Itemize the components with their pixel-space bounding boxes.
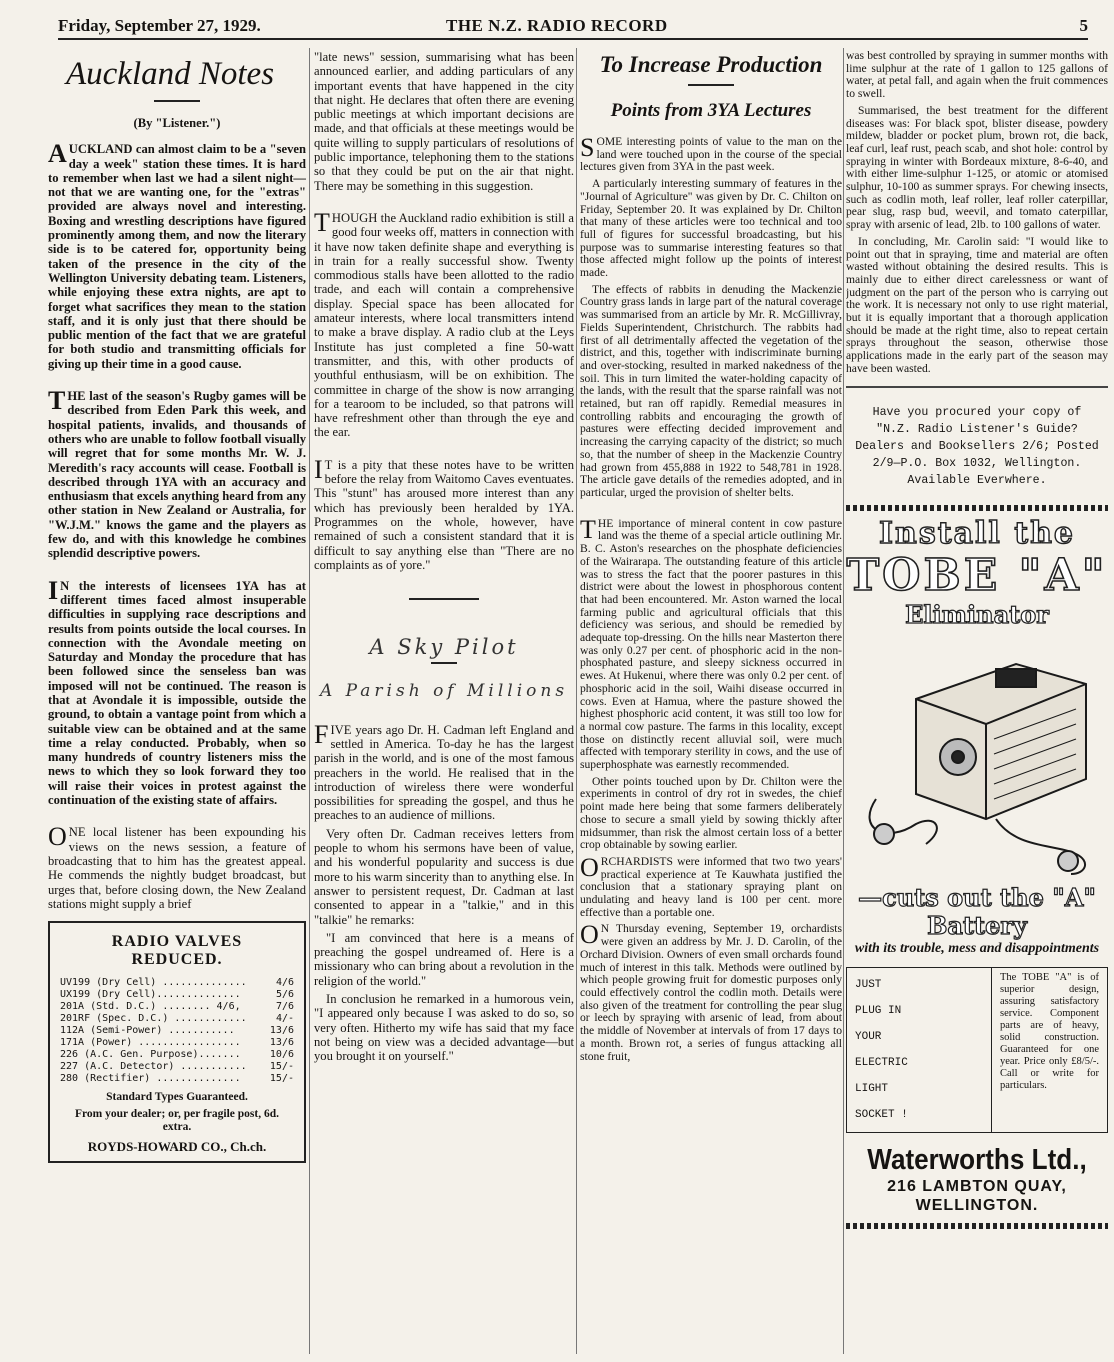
valve-price: 15/- (269, 1073, 294, 1085)
masthead: THE N.Z. RADIO RECORD (446, 16, 668, 35)
ad-tagline: with its trouble, mess and disappointments (854, 941, 1100, 957)
column-rule (576, 48, 577, 1354)
slogan-line: ELECTRIC (855, 1057, 908, 1070)
paragraph: Other points touched upon by Dr. Chilton were the experiments in control of dry rot in swedes, the chief point made here being that some farmers deliberately chose to secure a small yield by sowing thickly after midsummer, than risk the almost certain loss of a better crop obtainable by sowing earlier. (580, 774, 842, 852)
paragraph: A particularly interesting summary of features in the "Journal of Agriculture" was given by Dr. C. Chilton on Friday, September 20. It was explained by Dr. Chilton that many of these articles were too technical and too full of figures for successful broadcasting, but his purpose was to summarise interesting features so that those affected might follow up the points of interest made. (580, 177, 842, 280)
notice-line: Have you procured your copy of (872, 405, 1082, 419)
ad-border (846, 505, 1108, 511)
column-rule (843, 48, 844, 1354)
paragraph: Summarised, the best treatment for the different diseases was: For black spot, blister disease, powdery mildew, bladder or pocket plum, brown rot, die back, leaf curl, leaf rust, peach scab, and shot hole: control by spraying in winter with Bordeaux mixture, 8-6-40, and with either lime-sulphur 1-125, or atomic or atomised sulphur, 10-100 as summer sprays. For chewing insects, such as codlin moth, leaf roller, leaf roller caterpillar, pear slug, rasp bud, weevil, and tomato caterpillar, spray with arsenic of lead, 2lb. to 100 gallons of water. (846, 103, 1108, 232)
notice-line: Dealers and Booksellers 2/6; Posted (855, 439, 1099, 453)
valve-row (60, 1013, 294, 1025)
valve-row (60, 1001, 294, 1013)
valve-name: 226 (A.C. Gen. Purpose)....... (60, 1049, 241, 1061)
article-title: A Sky Pilot (369, 635, 519, 660)
article-subtitle: A Parish of Millions (319, 681, 569, 702)
article-subtitle: Points from 3YA Lectures (610, 100, 812, 121)
order-note: From your dealer; or, per fragile post, 6d. extra. (75, 1108, 279, 1134)
article-title: Auckland Notes (66, 56, 275, 92)
valve-price: 4/- (275, 1013, 294, 1025)
paragraph: In conclusion he remarked in a humorous vein, "I appeared only because I was asked to do so, so very often. Hitherto my wife has said that my face not being on view was a decided advantage—but you brought it on yourself." (314, 992, 574, 1064)
slogan-line: JUST (855, 979, 882, 992)
notice-line: Available Everwhere. (907, 473, 1047, 487)
title-rule (431, 662, 457, 664)
paragraph: was best controlled by spraying in summer months with lime sulphur at the rate of 1 gallon to 125 gallons of water, at petal fall, and again when the fruit commences to swell. (846, 50, 1108, 101)
paragraph: ONE local listener has been expounding his views on the news session, a feature of broadcasting that to him has the greatest appeal. He commends the nightly budget broadcast, but urges that, before closing down, the New Zealand stations might supply a brief (48, 822, 306, 911)
valve-name: UX199 (Dry Cell).............. (60, 989, 241, 1001)
paragraph: THOUGH the Auckland radio exhibition is still a good four weeks off, matters in connection with it have now taken definite shape and everything is in train for a really successful show. Twenty commodious stalls have been allotted to the radio trade, and each will contain a comprehensive display. Special space has been allocated for amateur interests, where local transmitters intend to make a brave display. A radio club at the Leys Institute has just completed a fine 50-watt transmitter, and this, with other products of youthful enthusiasm, will be on exhibition. The committee in charge of the show is now arranging for a tearoom to be included, so that patrons will have refreshment other than through the eye and the ear. (314, 207, 574, 440)
paragraph: ORCHARDISTS were informed that two two years' practical experience at Te Kauwhata justified the conclusion that a stationary spraying plant on undulating and heavy land is 100 per cent. more effective than a portable one. (580, 852, 842, 919)
plug-in-panel (846, 967, 1108, 1133)
paragraph: SOME interesting points of value to the man on the land were touched upon in the course of the special lectures given from 3YA in the past week. (580, 133, 842, 174)
slogan-line: PLUG IN (855, 1005, 902, 1018)
product-description: The TOBE "A" is of superior design, assuring satisfactory service. Component parts are of heavy, solid construction. Guaranteed for one year. Price only £8/5/-. Call or write for particulars. (1000, 972, 1099, 1092)
valve-name: 171A (Power) ................. (60, 1037, 241, 1049)
company-name: ROYDS-HOWARD CO., Ch.ch. (87, 1139, 267, 1155)
ad-headline: TOBE "A" (846, 549, 1108, 601)
valve-name: 112A (Semi-Power) ........... (60, 1025, 235, 1037)
paragraph: Very often Dr. Cadman receives letters from people to whom his sermons have been of value, and his wonderful popularity and success is due more to his warm sincerity than to anything else. In answer to persistent request, Dr. Cadman at last consented to appear in a "talkie," and in this "talkie" he remarks: (314, 826, 574, 927)
valve-name: 201RF (Spec. D.C.) ............ (60, 1013, 247, 1025)
company-address: WELLINGTON. (915, 1197, 1039, 1215)
valve-name: 201A (Std. D.C.) ........ 4/6, (60, 1001, 241, 1013)
radio-valves-ad (48, 921, 306, 1163)
valve-row (60, 989, 294, 1001)
valve-price: 7/6 (275, 1001, 294, 1013)
column-4 (846, 50, 1108, 1358)
title-rule (154, 100, 200, 102)
slogan-line: SOCKET ! (855, 1109, 908, 1122)
company-address: 216 LAMBTON QUAY, (887, 1178, 1067, 1196)
page-header (58, 14, 1088, 40)
ad-title: REDUCED. (131, 951, 223, 969)
company-name: Waterworths Ltd., (867, 1144, 1087, 1177)
divider (409, 598, 479, 600)
slogan-line: YOUR (855, 1031, 882, 1044)
byline: (By "Listener.") (133, 116, 221, 130)
title-rule (688, 84, 734, 86)
column-1 (48, 50, 306, 1358)
valve-name: 227 (A.C. Detector) ........... (60, 1061, 247, 1073)
page-number: 5 (1079, 16, 1088, 35)
notice-line: 2/9—P.O. Box 1032, Wellington. (872, 456, 1082, 470)
valve-name: UV199 (Dry Cell) .............. (60, 977, 247, 989)
paragraph: IN the interests of licensees 1YA has at different times faced almost insuperable difficulties in supplying race descriptions and results from points outside the local courses. In connection with the Avondale meeting on Saturday and Monday the procedure that has been followed since the senseless ban was imposed will not be continued. The reason is that at Avondale it is impossible, outside the ground, to obtain a vantage point from which a suitable view can be obtained and at the same time a relay conducted. Probably, when so many hundreds of country listeners miss the news to which they so look forward they too will raise their voices in protest against the continuation of the existing state of affairs. (48, 575, 306, 808)
paragraph: In concluding, Mr. Carolin said: "I would like to point out that in spraying, time and material are often wasted without obtaining the desired results. This is mainly due to either direct carelessness or want of judgment on the part of the person who is carrying out the work. It is necessary not only to use right material, but it is equally important that a thorough application should be made at the right time, also to repeat certain sprays throughout the season, otherwise those applications made in the early part of the season may have been wasted. (846, 234, 1108, 375)
eliminator-illustration (846, 629, 1108, 879)
article-title: To Increase Production (599, 52, 823, 77)
valve-row (60, 1061, 294, 1073)
paragraph: THE importance of mineral content in cow pasture land was the theme of a special article outlining Mr. B. C. Aston's researches on the phosphate deficiencies of the Wairarapa. The outstanding feature of this article was to stress the fact that the poorer pastures in this district were about the lowest in phosphorous content that had been encountered. Mr. Aston warned the local farming public and agricultural officials that this deficiency was serious, and should be remedied by adequate top-dressing. On the hills near Masterton there was only 0.27 per cent. of phosphoric acid in the non-phosphated pasture, and sleepy sickness occurred in ewes. At Hukenui, where there was only 0.2 per cent. of phosphoric acid in the soil, Waihi disease occurred in cows. Even at Hamua, where the pasture showed the highest phosphoric acid content, it was still too low for a normal cow pasture. The farms in this locality, except those on distinctly recent alluvial soil, were much affected with temporary sterility in cows, and the use of superphosphate was earnestly recommended. (580, 514, 842, 772)
ad-headline: Battery (927, 911, 1027, 941)
ad-headline: Eliminator (905, 599, 1049, 629)
paragraph: THE last of the season's Rugby games will be described from Eden Park this week, and hospital patients, invalids, and thousands of others who are unable to follow football visually will regret that for some months Mr. W. J. Meredith's racy accounts will cease. Football is described through 1YA with an accuracy and enthusiasm that excels anything heard from any other station in New Zealand or Australia, for "W.J.M." knows the game and the players as few do, and with this knowledge he combines splendid descriptive powers. (48, 386, 306, 561)
notice-line: "N.Z. Radio Listener's Guide? (876, 422, 1078, 436)
valve-price: 15/- (269, 1061, 294, 1073)
paragraph: IT is a pity that these notes have to be written before the relay from Waitomo Caves eventuates. This "stunt" has aroused more interest than any which has previously been heralded by 1YA. Programmes on the whole, however, have remained of such a consistent standard that it is difficult to say anything else than "There are no complaints as of yore." (314, 454, 574, 572)
paragraph: AUCKLAND can almost claim to be a "seven day a week" station these times. It is hard to remember when last we had a silent night—not that we are wanting one, for the "extras" provided are always novel and interesting. Boxing and wrestling descriptions have figured prominently among them, and now the literary side is to be catered for, opportunity being taken of the presence in the city of the Wellington University debating team. Listeners, while enjoying these extra nights, are apt to forget what sacrifices they mean to the station staff, and it is only just that there should be public mention of the fact that we are grateful for both studio and transmitting officials for giving up their time in a good cause. (48, 139, 306, 371)
ad-headline: Install the (878, 515, 1076, 551)
listeners-guide-notice (846, 400, 1108, 499)
paragraph: ON Thursday evening, September 19, orchardists were given an address by Mr. J. D. Carolin, of the Orchard Division. Owners of even small orchards found much of interest in this talk. Methods were outlined by which people growing fruit for domestic purposes only could effectively control the codlin moth. Details were also given of the treatment for controlling the pear slug or leech by spraying with arsenic of lead, from about the middle of November at intervals of from 17 days to a month. Brown rot, a series of fungus attacking all stone fruit, (580, 920, 842, 1063)
slogan-line: LIGHT (855, 1083, 889, 1096)
valve-price-list (60, 977, 294, 1085)
valve-price: 13/6 (269, 1037, 294, 1049)
valve-name: 280 (Rectifier) .............. (60, 1073, 241, 1085)
divider (846, 386, 1108, 388)
valve-price: 4/6 (275, 977, 294, 989)
issue-date: Friday, September 27, 1929. (58, 16, 261, 35)
paragraph: The effects of rabbits in denuding the Mackenzie Country grass lands in large part of the natural coverage was summarised from an article by Mr. R. McGillivray, Fields Superintendent, Christchurch. The rabbits had first of all detrimentally affected the vegetation of the district, and this, together with indiscriminate burning and over-stocking, resulted in marked nakedness of the soil. This in turn limited the water-holding capacity of the lands, with the result that the sparse rainfall was not retained, but ran off rapidly. Remedial measures in controlling rabbits and encouraging the growth of pastures were effecting decided improvement and increasing the carrying capacity of the district; so much so, that the number of sheep in the Mackenzie Country had grown from 455,888 in 1922 to 548,781 in 1928. The article gave details of the remedies adopted, and in particular, urged the provision of shelter belts. (580, 282, 842, 499)
ad-headline: —cuts out the "A" (858, 883, 1096, 913)
ad-title: RADIO VALVES (111, 933, 243, 951)
valve-price: 10/6 (269, 1049, 294, 1061)
tobe-eliminator-ad (846, 505, 1108, 1230)
valve-price: 5/6 (275, 989, 294, 1001)
ad-border (846, 1223, 1108, 1229)
valve-row (60, 1025, 294, 1037)
column-3 (580, 50, 842, 1358)
column-rule (309, 48, 310, 1354)
paragraph: "I am convinced that here is a means of preaching the gospel undreamed of. Here is a missionary who can bring about a revolution in the religion of the world." (314, 930, 574, 988)
valve-price: 13/6 (269, 1025, 294, 1037)
column-2 (314, 50, 574, 1358)
valve-row (60, 977, 294, 989)
valve-row (60, 1037, 294, 1049)
paragraph: "late news" session, summarising what has been announced earlier, and adding particulars of any important events that have happened in the city that night. He declares that often there are evening public meetings at which important decisions are made, and that officials at these meetings would be quite willing to supply particulars of resolutions of public importance, telephoning them to the stations so that they could be put on the air that night. There may be something in this suggestion. (314, 50, 574, 193)
paragraph: FIVE years ago Dr. H. Cadman left England and settled in America. To-day he has the largest parish in the world, and is one of the most famous preachers in the world. He realised that in the introduction of wireless there were wonderful possibilities for spreading the gospel, and thus he preaches to an audience of millions. (314, 719, 574, 823)
valve-row (60, 1049, 294, 1061)
plug-in-slogan (847, 968, 992, 1132)
guarantee: Standard Types Guaranteed. (106, 1091, 248, 1104)
valve-row (60, 1073, 294, 1085)
